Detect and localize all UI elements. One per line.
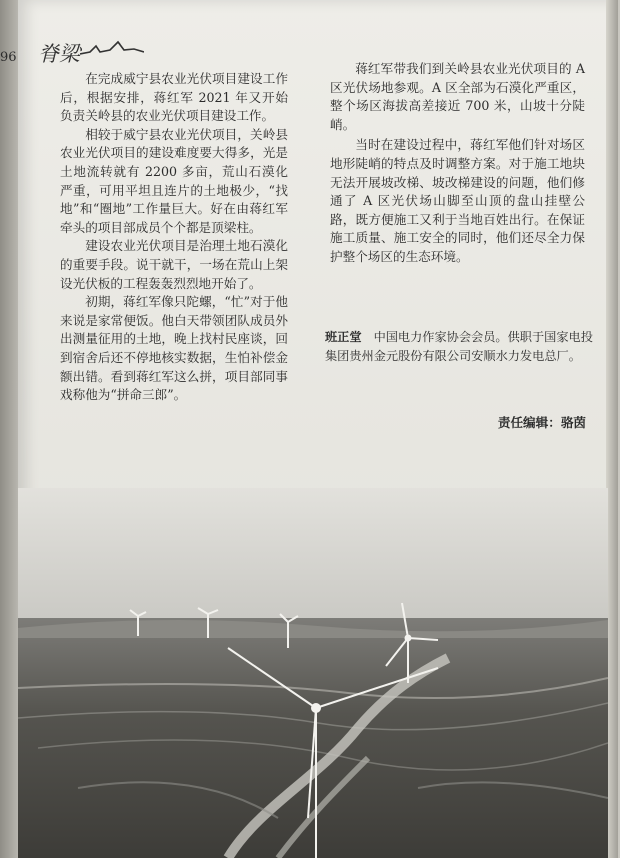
paragraph: 蒋红军带我们到关岭县农业光伏项目的 A 区光伏场地参观。A 区全部为石漠化严重区，整个场区海拔高差接近 700 米，山坡十分陡峭。 xyxy=(330,61,585,132)
author-name: 班正堂 xyxy=(325,330,362,344)
paragraph: 建设农业光伏项目是治理土地石漠化的重要手段。说干就干，一场在荒山上架设光伏板的工程轰轰烈烈地开始了。 xyxy=(60,238,288,291)
wind-farm-photo xyxy=(18,488,608,858)
paragraph: 初期，蒋红军像只陀螺，“忙”对于他来说是家常便饭。他白天带领团队成员外出测量征用的土地，晚上找村民座谈，回到宿舍后还不停地核实数据，生怕补偿金额出错。看到蒋红军这么拼，项目部同事戏称他为“拼命三郎”。 xyxy=(60,294,288,403)
page-number: 96 xyxy=(0,50,17,65)
book-spine-shadow xyxy=(0,0,18,858)
column-logo: 脊梁 xyxy=(38,42,80,66)
left-text-column xyxy=(60,70,288,405)
mountain-logo-icon xyxy=(80,40,144,56)
author-bio xyxy=(325,328,593,366)
right-text-column xyxy=(330,60,585,267)
author-description: 中国电力作家协会会员。供职于国家电投集团贵州金元股份有限公司安顺水力发电总厂。 xyxy=(325,330,593,363)
paragraph: 当时在建设过程中，蒋红军他们针对场区地形陡峭的特点及时调整方案。对于施工地块无法开展坡改梯、坡改梯建设的问题，他们修通了 A 区光伏场山脚至山顶的盘山挂壁公路，既方便施工又利于当地百姓出行。在保证施工质量、施工安全的同时，他们还尽全力保护整个场区的生态环境。 xyxy=(330,137,585,264)
paragraph: 相较于威宁县农业光伏项目，关岭县农业光伏项目的建设难度要大得多，光是土地流转就有 2200 多亩，荒山石漠化严重，可用平坦且连片的土地极少，“找地”和“圈地”工作量巨大。好在由蒋红军牵头的项目部成员个个都是顶梁柱。 xyxy=(60,126,288,235)
responsible-editor: 责任编辑：骆茵 xyxy=(497,415,586,430)
wind-turbine-landscape-image xyxy=(18,488,608,858)
paragraph: 在完成威宁县农业光伏项目建设工作后，根据安排，蒋红军 2021 年又开始负责关岭县的农业光伏项目建设工作。 xyxy=(60,71,288,124)
